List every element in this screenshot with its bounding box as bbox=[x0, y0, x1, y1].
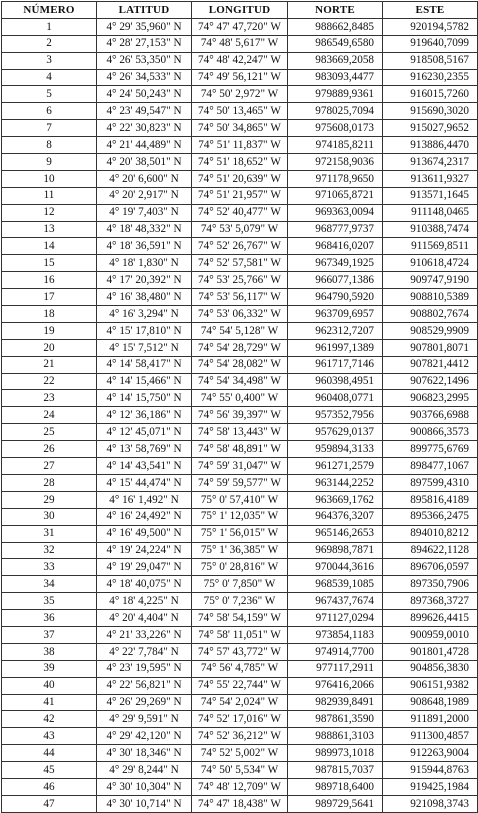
table-row bbox=[2, 474, 478, 491]
table-row bbox=[2, 542, 478, 559]
table-header-row bbox=[2, 2, 478, 19]
latitud-cell: 4° 16' 1,492" N bbox=[97, 491, 192, 508]
longitud-cell: 74° 58' 13,443" W bbox=[192, 424, 288, 441]
header-latitud: LATITUD bbox=[97, 2, 192, 19]
este-cell: 899775,6769 bbox=[383, 441, 478, 458]
latitud-cell: 4° 14' 15,750" N bbox=[97, 390, 192, 407]
numero-cell: 21 bbox=[2, 356, 97, 373]
norte-cell: 987815,7037 bbox=[288, 762, 383, 779]
table-row bbox=[2, 322, 478, 339]
este-cell: 898477,1067 bbox=[383, 458, 478, 475]
latitud-cell: 4° 14' 15,466" N bbox=[97, 373, 192, 390]
table-row bbox=[2, 559, 478, 576]
latitud-cell: 4° 20' 2,917" N bbox=[97, 187, 192, 204]
norte-cell: 969898,7871 bbox=[288, 542, 383, 559]
numero-cell: 10 bbox=[2, 170, 97, 187]
este-cell: 899626,4415 bbox=[383, 610, 478, 627]
este-cell: 911569,8511 bbox=[383, 238, 478, 255]
norte-cell: 967349,1925 bbox=[288, 255, 383, 272]
numero-cell: 3 bbox=[2, 52, 97, 69]
este-cell: 906823,2995 bbox=[383, 390, 478, 407]
latitud-cell: 4° 18' 40,075" N bbox=[97, 576, 192, 593]
numero-cell: 17 bbox=[2, 289, 97, 306]
table-row bbox=[2, 525, 478, 542]
este-cell: 897599,4310 bbox=[383, 474, 478, 491]
norte-cell: 962312,7207 bbox=[288, 322, 383, 339]
norte-cell: 988662,8485 bbox=[288, 18, 383, 35]
latitud-cell: 4° 22' 7,784" N bbox=[97, 643, 192, 660]
longitud-cell: 74° 50' 2,972" W bbox=[192, 86, 288, 103]
latitud-cell: 4° 26' 29,269" N bbox=[97, 694, 192, 711]
table-row bbox=[2, 441, 478, 458]
longitud-cell: 74° 54' 28,729" W bbox=[192, 339, 288, 356]
numero-cell: 47 bbox=[2, 795, 97, 812]
este-cell: 915944,8763 bbox=[383, 762, 478, 779]
numero-cell: 20 bbox=[2, 339, 97, 356]
longitud-cell: 75° 0' 7,236" W bbox=[192, 593, 288, 610]
latitud-cell: 4° 29' 42,120" N bbox=[97, 728, 192, 745]
latitud-cell: 4° 16' 24,492" N bbox=[97, 508, 192, 525]
table-row bbox=[2, 424, 478, 441]
este-cell: 910618,4724 bbox=[383, 255, 478, 272]
norte-cell: 970044,3616 bbox=[288, 559, 383, 576]
numero-cell: 19 bbox=[2, 322, 97, 339]
latitud-cell: 4° 15' 17,810" N bbox=[97, 322, 192, 339]
este-cell: 897368,3727 bbox=[383, 593, 478, 610]
table-row bbox=[2, 491, 478, 508]
longitud-cell: 74° 55' 0,400" W bbox=[192, 390, 288, 407]
table-row bbox=[2, 407, 478, 424]
longitud-cell: 74° 50' 34,865" W bbox=[192, 120, 288, 137]
latitud-cell: 4° 29' 9,591" N bbox=[97, 711, 192, 728]
latitud-cell: 4° 29' 8,244" N bbox=[97, 762, 192, 779]
longitud-cell: 74° 47' 18,438" W bbox=[192, 795, 288, 812]
numero-cell: 28 bbox=[2, 474, 97, 491]
este-cell: 913611,9327 bbox=[383, 170, 478, 187]
longitud-cell: 75° 0' 7,850" W bbox=[192, 576, 288, 593]
este-cell: 918508,5167 bbox=[383, 52, 478, 69]
header-numero: NÚMERO bbox=[2, 2, 97, 19]
este-cell: 909747,9190 bbox=[383, 272, 478, 289]
table-row bbox=[2, 458, 478, 475]
latitud-cell: 4° 14' 43,541" N bbox=[97, 458, 192, 475]
latitud-cell: 4° 19' 24,224" N bbox=[97, 542, 192, 559]
este-cell: 912263,9004 bbox=[383, 745, 478, 762]
numero-cell: 23 bbox=[2, 390, 97, 407]
este-cell: 911891,2000 bbox=[383, 711, 478, 728]
norte-cell: 960398,4951 bbox=[288, 373, 383, 390]
latitud-cell: 4° 29' 35,960" N bbox=[97, 18, 192, 35]
longitud-cell: 74° 59' 31,047" W bbox=[192, 458, 288, 475]
norte-cell: 968777,9737 bbox=[288, 221, 383, 238]
table-row bbox=[2, 137, 478, 154]
header-este: ESTE bbox=[383, 2, 478, 19]
latitud-cell: 4° 24' 50,243" N bbox=[97, 86, 192, 103]
norte-cell: 968416,0207 bbox=[288, 238, 383, 255]
norte-cell: 971127,0294 bbox=[288, 610, 383, 627]
norte-cell: 965146,2653 bbox=[288, 525, 383, 542]
latitud-cell: 4° 16' 38,480" N bbox=[97, 289, 192, 306]
numero-cell: 7 bbox=[2, 120, 97, 137]
latitud-cell: 4° 23' 49,547" N bbox=[97, 103, 192, 120]
este-cell: 903766,6988 bbox=[383, 407, 478, 424]
numero-cell: 44 bbox=[2, 745, 97, 762]
longitud-cell: 74° 53' 25,766" W bbox=[192, 272, 288, 289]
latitud-cell: 4° 22' 30,823" N bbox=[97, 120, 192, 137]
numero-cell: 41 bbox=[2, 694, 97, 711]
table-row bbox=[2, 306, 478, 323]
este-cell: 906151,9382 bbox=[383, 677, 478, 694]
table-row bbox=[2, 69, 478, 86]
este-cell: 916230,2355 bbox=[383, 69, 478, 86]
table-row bbox=[2, 373, 478, 390]
este-cell: 908648,1989 bbox=[383, 694, 478, 711]
longitud-cell: 74° 51' 20,639" W bbox=[192, 170, 288, 187]
latitud-cell: 4° 30' 10,714" N bbox=[97, 795, 192, 812]
longitud-cell: 74° 56' 4,785" W bbox=[192, 660, 288, 677]
numero-cell: 12 bbox=[2, 204, 97, 221]
numero-cell: 18 bbox=[2, 306, 97, 323]
table-row bbox=[2, 390, 478, 407]
longitud-cell: 74° 48' 12,709" W bbox=[192, 778, 288, 795]
latitud-cell: 4° 18' 48,332" N bbox=[97, 221, 192, 238]
longitud-cell: 74° 52' 40,477" W bbox=[192, 204, 288, 221]
latitud-cell: 4° 18' 36,591" N bbox=[97, 238, 192, 255]
numero-cell: 42 bbox=[2, 711, 97, 728]
este-cell: 894010,8212 bbox=[383, 525, 478, 542]
norte-cell: 989729,5641 bbox=[288, 795, 383, 812]
numero-cell: 36 bbox=[2, 610, 97, 627]
numero-cell: 26 bbox=[2, 441, 97, 458]
table-row bbox=[2, 356, 478, 373]
longitud-cell: 74° 51' 21,957" W bbox=[192, 187, 288, 204]
este-cell: 913571,1645 bbox=[383, 187, 478, 204]
table-row bbox=[2, 187, 478, 204]
longitud-cell: 75° 1' 36,385" W bbox=[192, 542, 288, 559]
numero-cell: 35 bbox=[2, 593, 97, 610]
este-cell: 913674,2317 bbox=[383, 154, 478, 171]
longitud-cell: 74° 58' 48,891" W bbox=[192, 441, 288, 458]
table-row bbox=[2, 762, 478, 779]
este-cell: 911300,4857 bbox=[383, 728, 478, 745]
norte-cell: 967437,7674 bbox=[288, 593, 383, 610]
table-row bbox=[2, 238, 478, 255]
este-cell: 919640,7099 bbox=[383, 35, 478, 52]
numero-cell: 32 bbox=[2, 542, 97, 559]
numero-cell: 5 bbox=[2, 86, 97, 103]
numero-cell: 14 bbox=[2, 238, 97, 255]
longitud-cell: 74° 52' 36,212" W bbox=[192, 728, 288, 745]
table-row bbox=[2, 593, 478, 610]
numero-cell: 27 bbox=[2, 458, 97, 475]
numero-cell: 4 bbox=[2, 69, 97, 86]
norte-cell: 987861,3590 bbox=[288, 711, 383, 728]
table-row bbox=[2, 576, 478, 593]
table-row bbox=[2, 221, 478, 238]
longitud-cell: 74° 50' 13,465" W bbox=[192, 103, 288, 120]
este-cell: 911148,0465 bbox=[383, 204, 478, 221]
norte-cell: 963709,6957 bbox=[288, 306, 383, 323]
latitud-cell: 4° 20' 4,404" N bbox=[97, 610, 192, 627]
latitud-cell: 4° 19' 29,047" N bbox=[97, 559, 192, 576]
norte-cell: 961717,7146 bbox=[288, 356, 383, 373]
norte-cell: 973854,1183 bbox=[288, 626, 383, 643]
numero-cell: 46 bbox=[2, 778, 97, 795]
longitud-cell: 74° 54' 2,024" W bbox=[192, 694, 288, 711]
longitud-cell: 75° 1' 56,015" W bbox=[192, 525, 288, 542]
longitud-cell: 74° 48' 42,247" W bbox=[192, 52, 288, 69]
norte-cell: 968539,1085 bbox=[288, 576, 383, 593]
este-cell: 908810,5389 bbox=[383, 289, 478, 306]
norte-cell: 975608,0173 bbox=[288, 120, 383, 137]
latitud-cell: 4° 20' 38,501" N bbox=[97, 154, 192, 171]
norte-cell: 957352,7956 bbox=[288, 407, 383, 424]
norte-cell: 989718,6400 bbox=[288, 778, 383, 795]
numero-cell: 34 bbox=[2, 576, 97, 593]
norte-cell: 989973,1018 bbox=[288, 745, 383, 762]
table-row bbox=[2, 170, 478, 187]
longitud-cell: 74° 53' 5,079" W bbox=[192, 221, 288, 238]
numero-cell: 16 bbox=[2, 272, 97, 289]
numero-cell: 37 bbox=[2, 626, 97, 643]
numero-cell: 30 bbox=[2, 508, 97, 525]
norte-cell: 977117,2911 bbox=[288, 660, 383, 677]
numero-cell: 11 bbox=[2, 187, 97, 204]
longitud-cell: 74° 56' 39,397" W bbox=[192, 407, 288, 424]
longitud-cell: 75° 0' 57,410" W bbox=[192, 491, 288, 508]
este-cell: 895816,4189 bbox=[383, 491, 478, 508]
table-row bbox=[2, 52, 478, 69]
este-cell: 904856,3830 bbox=[383, 660, 478, 677]
table-row bbox=[2, 35, 478, 52]
latitud-cell: 4° 16' 3,294" N bbox=[97, 306, 192, 323]
este-cell: 908529,9909 bbox=[383, 322, 478, 339]
norte-cell: 966077,1386 bbox=[288, 272, 383, 289]
este-cell: 919425,1984 bbox=[383, 778, 478, 795]
latitud-cell: 4° 13' 58,769" N bbox=[97, 441, 192, 458]
latitud-cell: 4° 30' 10,304" N bbox=[97, 778, 192, 795]
table-body bbox=[2, 18, 478, 812]
norte-cell: 961997,1389 bbox=[288, 339, 383, 356]
numero-cell: 29 bbox=[2, 491, 97, 508]
header-norte: NORTE bbox=[288, 2, 383, 19]
numero-cell: 39 bbox=[2, 660, 97, 677]
norte-cell: 974914,7700 bbox=[288, 643, 383, 660]
table-row bbox=[2, 339, 478, 356]
norte-cell: 971065,8721 bbox=[288, 187, 383, 204]
norte-cell: 969363,0094 bbox=[288, 204, 383, 221]
table-row bbox=[2, 626, 478, 643]
latitud-cell: 4° 28' 27,153" N bbox=[97, 35, 192, 52]
table-row bbox=[2, 728, 478, 745]
header-longitud: LONGITUD bbox=[192, 2, 288, 19]
numero-cell: 45 bbox=[2, 762, 97, 779]
longitud-cell: 74° 54' 5,128" W bbox=[192, 322, 288, 339]
table-row bbox=[2, 677, 478, 694]
latitud-cell: 4° 14' 58,417" N bbox=[97, 356, 192, 373]
este-cell: 894622,1128 bbox=[383, 542, 478, 559]
numero-cell: 9 bbox=[2, 154, 97, 171]
latitud-cell: 4° 12' 36,186" N bbox=[97, 407, 192, 424]
longitud-cell: 75° 0' 28,816" W bbox=[192, 559, 288, 576]
norte-cell: 974185,8211 bbox=[288, 137, 383, 154]
latitud-cell: 4° 19' 7,403" N bbox=[97, 204, 192, 221]
latitud-cell: 4° 15' 7,512" N bbox=[97, 339, 192, 356]
table-row bbox=[2, 508, 478, 525]
latitud-cell: 4° 22' 56,821" N bbox=[97, 677, 192, 694]
table-row bbox=[2, 694, 478, 711]
table-row bbox=[2, 272, 478, 289]
longitud-cell: 74° 51' 11,837" W bbox=[192, 137, 288, 154]
table-row bbox=[2, 154, 478, 171]
latitud-cell: 4° 17' 20,392" N bbox=[97, 272, 192, 289]
longitud-cell: 74° 52' 26,767" W bbox=[192, 238, 288, 255]
latitud-cell: 4° 20' 6,600" N bbox=[97, 170, 192, 187]
longitud-cell: 74° 58' 54,159" W bbox=[192, 610, 288, 627]
numero-cell: 6 bbox=[2, 103, 97, 120]
este-cell: 908802,7674 bbox=[383, 306, 478, 323]
norte-cell: 960408,0771 bbox=[288, 390, 383, 407]
norte-cell: 963144,2252 bbox=[288, 474, 383, 491]
longitud-cell: 74° 50' 5,534" W bbox=[192, 762, 288, 779]
latitud-cell: 4° 30' 18,346" N bbox=[97, 745, 192, 762]
este-cell: 907821,4412 bbox=[383, 356, 478, 373]
este-cell: 897350,7906 bbox=[383, 576, 478, 593]
latitud-cell: 4° 21' 33,226" N bbox=[97, 626, 192, 643]
latitud-cell: 4° 26' 53,350" N bbox=[97, 52, 192, 69]
latitud-cell: 4° 26' 34,533" N bbox=[97, 69, 192, 86]
este-cell: 900866,3573 bbox=[383, 424, 478, 441]
table-row bbox=[2, 120, 478, 137]
norte-cell: 972158,9036 bbox=[288, 154, 383, 171]
numero-cell: 1 bbox=[2, 18, 97, 35]
numero-cell: 33 bbox=[2, 559, 97, 576]
norte-cell: 983093,4477 bbox=[288, 69, 383, 86]
longitud-cell: 74° 54' 34,498" W bbox=[192, 373, 288, 390]
este-cell: 895366,2475 bbox=[383, 508, 478, 525]
numero-cell: 43 bbox=[2, 728, 97, 745]
este-cell: 915027,9652 bbox=[383, 120, 478, 137]
table-row bbox=[2, 778, 478, 795]
norte-cell: 978025,7094 bbox=[288, 103, 383, 120]
norte-cell: 988861,3103 bbox=[288, 728, 383, 745]
este-cell: 901801,4728 bbox=[383, 643, 478, 660]
este-cell: 921098,3743 bbox=[383, 795, 478, 812]
este-cell: 907801,8071 bbox=[383, 339, 478, 356]
este-cell: 896706,0597 bbox=[383, 559, 478, 576]
longitud-cell: 74° 57' 43,772" W bbox=[192, 643, 288, 660]
table-row bbox=[2, 86, 478, 103]
numero-cell: 2 bbox=[2, 35, 97, 52]
numero-cell: 24 bbox=[2, 407, 97, 424]
coordinates-table bbox=[1, 1, 478, 813]
longitud-cell: 74° 48' 5,617" W bbox=[192, 35, 288, 52]
table-row bbox=[2, 204, 478, 221]
table-row bbox=[2, 18, 478, 35]
longitud-cell: 74° 54' 28,082" W bbox=[192, 356, 288, 373]
norte-cell: 982939,8491 bbox=[288, 694, 383, 711]
longitud-cell: 74° 52' 17,016" W bbox=[192, 711, 288, 728]
este-cell: 915690,3020 bbox=[383, 103, 478, 120]
este-cell: 900959,0010 bbox=[383, 626, 478, 643]
longitud-cell: 74° 51' 18,652" W bbox=[192, 154, 288, 171]
norte-cell: 986549,6580 bbox=[288, 35, 383, 52]
table-row bbox=[2, 711, 478, 728]
latitud-cell: 4° 15' 44,474" N bbox=[97, 474, 192, 491]
longitud-cell: 75° 1' 12,035" W bbox=[192, 508, 288, 525]
norte-cell: 971178,9650 bbox=[288, 170, 383, 187]
table-row bbox=[2, 643, 478, 660]
longitud-cell: 74° 49' 56,121" W bbox=[192, 69, 288, 86]
norte-cell: 976416,2066 bbox=[288, 677, 383, 694]
latitud-cell: 4° 21' 44,489" N bbox=[97, 137, 192, 154]
longitud-cell: 74° 58' 11,051" W bbox=[192, 626, 288, 643]
latitud-cell: 4° 23' 19,595" N bbox=[97, 660, 192, 677]
latitud-cell: 4° 12' 45,071" N bbox=[97, 424, 192, 441]
norte-cell: 964376,3207 bbox=[288, 508, 383, 525]
longitud-cell: 74° 52' 57,581" W bbox=[192, 255, 288, 272]
norte-cell: 961271,2579 bbox=[288, 458, 383, 475]
norte-cell: 983669,2058 bbox=[288, 52, 383, 69]
norte-cell: 979889,9361 bbox=[288, 86, 383, 103]
longitud-cell: 74° 47' 47,720" W bbox=[192, 18, 288, 35]
longitud-cell: 74° 53' 56,117" W bbox=[192, 289, 288, 306]
numero-cell: 25 bbox=[2, 424, 97, 441]
table-row bbox=[2, 255, 478, 272]
numero-cell: 31 bbox=[2, 525, 97, 542]
numero-cell: 13 bbox=[2, 221, 97, 238]
table-row bbox=[2, 795, 478, 812]
table-row bbox=[2, 660, 478, 677]
numero-cell: 8 bbox=[2, 137, 97, 154]
norte-cell: 964790,5920 bbox=[288, 289, 383, 306]
table-row bbox=[2, 745, 478, 762]
este-cell: 916015,7260 bbox=[383, 86, 478, 103]
table-row bbox=[2, 103, 478, 120]
este-cell: 913886,4470 bbox=[383, 137, 478, 154]
latitud-cell: 4° 18' 1,830" N bbox=[97, 255, 192, 272]
numero-cell: 15 bbox=[2, 255, 97, 272]
este-cell: 920194,5782 bbox=[383, 18, 478, 35]
latitud-cell: 4° 18' 4,225" N bbox=[97, 593, 192, 610]
table-row bbox=[2, 610, 478, 627]
norte-cell: 963669,1762 bbox=[288, 491, 383, 508]
longitud-cell: 74° 59' 59,577" W bbox=[192, 474, 288, 491]
numero-cell: 40 bbox=[2, 677, 97, 694]
numero-cell: 38 bbox=[2, 643, 97, 660]
este-cell: 910388,7474 bbox=[383, 221, 478, 238]
norte-cell: 959894,3133 bbox=[288, 441, 383, 458]
longitud-cell: 74° 52' 5,002" W bbox=[192, 745, 288, 762]
longitud-cell: 74° 55' 22,744" W bbox=[192, 677, 288, 694]
table-row bbox=[2, 289, 478, 306]
numero-cell: 22 bbox=[2, 373, 97, 390]
norte-cell: 957629,0137 bbox=[288, 424, 383, 441]
latitud-cell: 4° 16' 49,500" N bbox=[97, 525, 192, 542]
longitud-cell: 74° 53' 06,332" W bbox=[192, 306, 288, 323]
este-cell: 907622,1496 bbox=[383, 373, 478, 390]
